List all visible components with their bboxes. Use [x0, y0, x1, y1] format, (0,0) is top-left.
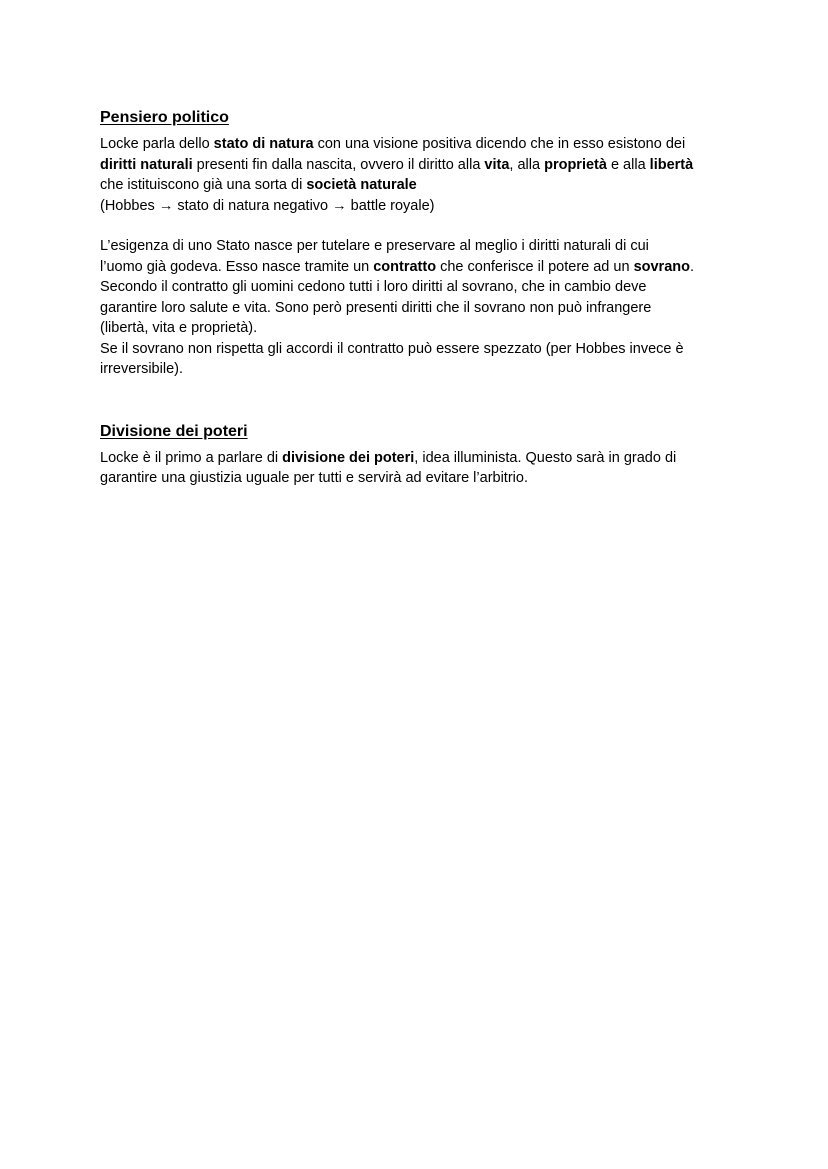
text-line: [100, 257, 760, 278]
text-run: , idea illuminista. Questo sarà in grado di: [414, 449, 677, 466]
text-line: (Hobbes → stato di natura negativo → battle royale): [100, 197, 435, 214]
text-line: irreversibile).: [100, 361, 183, 377]
text-line: [100, 448, 760, 469]
section-divisione-dei-poteri: [100, 420, 760, 489]
text-line: Se il sovrano non rispetta gli accordi il contratto può essere spezzato (per Hobbes invece è: [100, 340, 684, 357]
text-line: L’esigenza di uno Stato nasce per tutelare e preservare al meglio i diritti naturali di cui: [100, 238, 649, 254]
text-line: [100, 175, 760, 196]
paragraph-stato-di-natura: [100, 134, 760, 216]
paragraph-divisione-poteri: [100, 448, 760, 489]
text-run: con una visione positiva dicendo che in esso esistono dei: [313, 136, 686, 152]
section-pensiero-politico: [100, 106, 760, 380]
paragraph-spacer: [100, 216, 760, 236]
text-run: , alla: [509, 156, 545, 173]
bold-term: divisione dei poteri: [282, 449, 415, 466]
text-line: garantire una giustizia uguale per tutti e servirà ad evitare l’arbitrio.: [100, 470, 528, 486]
text-run: che istituiscono già una sorta di: [100, 177, 307, 193]
text-run: e alla: [606, 156, 650, 173]
text-line: [100, 134, 760, 155]
section-heading: Pensiero politico: [100, 109, 229, 126]
text-run: che conferisce il potere ad un: [436, 258, 634, 275]
bold-term: sovrano: [633, 258, 690, 275]
text-line: garantire loro salute e vita. Sono però presenti diritti che il sovrano non può infrangere: [100, 299, 652, 316]
bold-term: proprietà: [544, 156, 607, 173]
text-run: l’uomo già godeva. Esso nasce tramite un: [100, 258, 374, 275]
text-line: [100, 155, 760, 176]
bold-term: società naturale: [306, 177, 417, 193]
bold-term: stato di natura: [213, 136, 314, 152]
text-run: .: [689, 258, 695, 275]
section-heading: Divisione dei poteri: [100, 422, 248, 440]
text-run: Locke è il primo a parlare di: [100, 449, 283, 466]
section-spacer: [100, 380, 760, 420]
text-run: presenti fin dalla nascita, ovvero il diritto alla: [192, 156, 485, 173]
document-page: [100, 106, 760, 489]
bold-term: diritti naturali: [100, 156, 193, 173]
paragraph-stato-contratto: [100, 236, 760, 380]
text-line: (libertà, vita e proprietà).: [100, 320, 258, 336]
bold-term: vita: [484, 156, 510, 173]
bold-term: contratto: [373, 258, 437, 275]
text-run: Locke parla dello: [100, 136, 214, 152]
text-line: Secondo il contratto gli uomini cedono tutti i loro diritti al sovrano, che in cambio deve: [100, 279, 647, 295]
bold-term: libertà: [649, 156, 694, 173]
